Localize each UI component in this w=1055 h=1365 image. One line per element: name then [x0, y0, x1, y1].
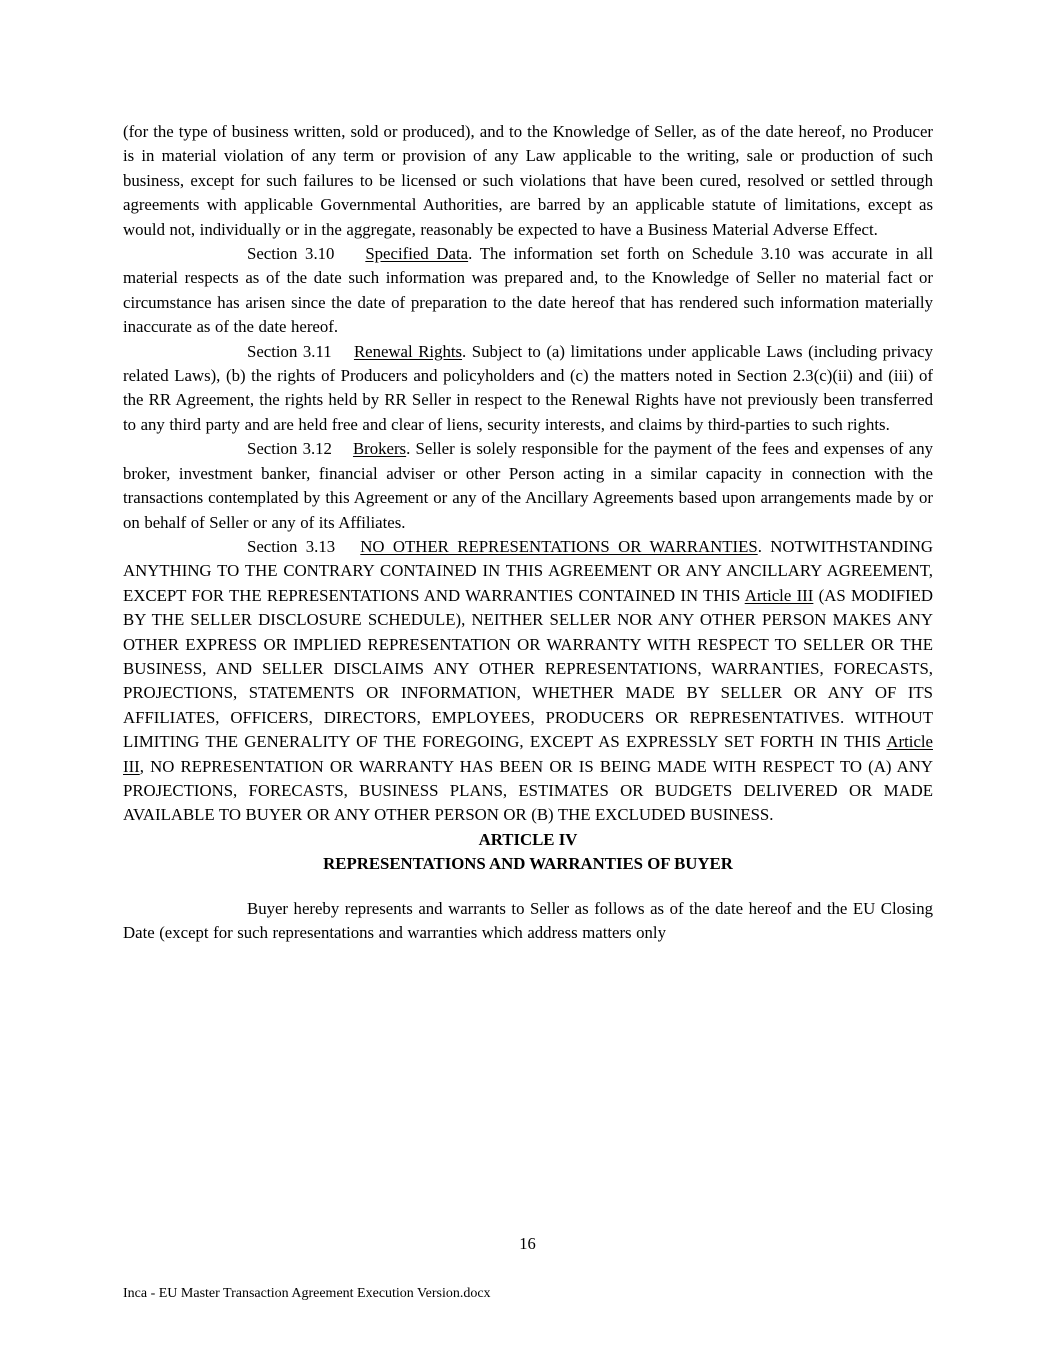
text-run: . NOTWITHSTANDING ANYTHING TO THE CONTRARY CONTAINED IN THIS AGREEMENT OR ANY ANCILLARY AGREEMENT, EXCEPT FOR THE REPRESENTATIONS AND WARRANTIES CONTAINED IN THIS — [123, 536, 934, 605]
text-run: Buyer hereby represents and warrants to Seller as follows as of the date hereof and the EU Closing Date (except for such representations and warranties which address matters only — [123, 898, 933, 942]
paragraph-section-3-11 — [123, 340, 933, 438]
page-number: 16 — [519, 1234, 536, 1253]
underlined-text-run: Article III — [123, 732, 933, 776]
underlined-text-run: NO OTHER REPRESENTATIONS OR WARRANTIES — [360, 536, 758, 556]
article-iv-heading — [123, 828, 933, 877]
text-run: . Seller is solely responsible for the payment of the fees and expenses of any broker, investment banker, financial adviser or other Person acting in a similar capacity in connection with the transactions contemplated by this Agreement or any of the Ancillary Agreements based upon arrangements made by or on behalf of Seller or any of its Affiliates. — [123, 439, 933, 532]
underlined-text-run: Renewal Rights — [353, 341, 463, 361]
paragraph-buyer-represents — [123, 897, 933, 946]
paragraph-section-3-13 — [123, 535, 933, 828]
text-run: (AS MODIFIED BY THE SELLER DISCLOSURE SCHEDULE), NEITHER SELLER NOR ANY OTHER PERSON MAKES ANY OTHER EXPRESS OR IMPLIED REPRESENTATION OR WARRANTY WITH RESPECT TO SELLER OR THE BUSINESS, AND SELLER DISCLAIMS ANY OTHER REPRESENTATIONS, WARRANTIES, FORECASTS, PROJECTIONS, STATEMENTS OR INFORMATION, WHETHER MADE BY SELLER OR ANY OF ITS AFFILIATES, OFFICERS, DIRECTORS, EMPLOYEES, PRODUCERS OR REPRESENTATIVES. WITHOUT LIMITING THE GENERALITY OF THE FOREGOING, EXCEPT AS EXPRESSLY SET FORTH IN THIS — [123, 585, 934, 752]
paragraph-continuation — [123, 120, 933, 242]
paragraph-section-3-12 — [123, 437, 933, 535]
text-run: Section 3.12 — [247, 439, 353, 459]
text-run: Section 3.10 — [247, 244, 366, 264]
text-run: (for the type of business written, sold or produced), and to the Knowledge of Seller, as of the date hereof, no Producer is in material violation of any term or provision of any Law applicable to the writing, sale or production of such business, except for such failures to be licensed or such violations that have been cured, resolved or settled through agreements with applicable Governmental Authorities, are barred by an applicable statute of limitations, except as would not, individually or in the aggregate, reasonably be expected to have a Business Material Adverse Effect. — [123, 122, 933, 239]
footer-filename: Inca - EU Master Transaction Agreement Execution Version.docx — [123, 1286, 491, 1301]
text-run: , NO REPRESENTATION OR WARRANTY HAS BEEN OR IS BEING MADE WITH RESPECT TO (A) ANY PROJECTIONS, FORECASTS, BUSINESS PLANS, ESTIMATES OR BUDGETS DELIVERED OR MADE AVAILABLE TO BUYER OR ANY OTHER PERSON OR (B) THE EXCLUDED BUSINESS. — [123, 756, 933, 825]
text-run: . The information set forth on Schedule 3.10 was accurate in all material respects as of the date such information was prepared and, to the Knowledge of Seller no material fact or circumstance has arisen since the date of preparation to the date hereof that has rendered such information materially inaccurate as of the date hereof. — [123, 244, 933, 337]
underlined-text-run: Brokers — [352, 439, 407, 459]
document-body — [123, 120, 933, 945]
article-heading-title: REPRESENTATIONS AND WARRANTIES OF BUYER — [323, 854, 733, 874]
text-run: . Subject to (a) limitations under applicable Laws (including privacy related Laws), (b) the rights of Producers and policyholders and (c) the matters noted in Section 2.3(c)(ii) and (iii) of the RR Agreement, the rights held by RR Seller in respect to the Renewal Rights have not previously been transferred to any third party and are held free and clear of liens, security interests, and claims by third-parties to such rights. — [123, 341, 933, 434]
underlined-text-run: Specified Data — [365, 244, 469, 264]
paragraph-section-3-10 — [123, 242, 933, 340]
text-run: Section 3.11 — [247, 341, 354, 361]
underlined-text-run: Article III — [744, 585, 814, 605]
text-run: Section 3.13 — [247, 536, 361, 556]
article-heading-number: ARTICLE IV — [478, 829, 578, 849]
